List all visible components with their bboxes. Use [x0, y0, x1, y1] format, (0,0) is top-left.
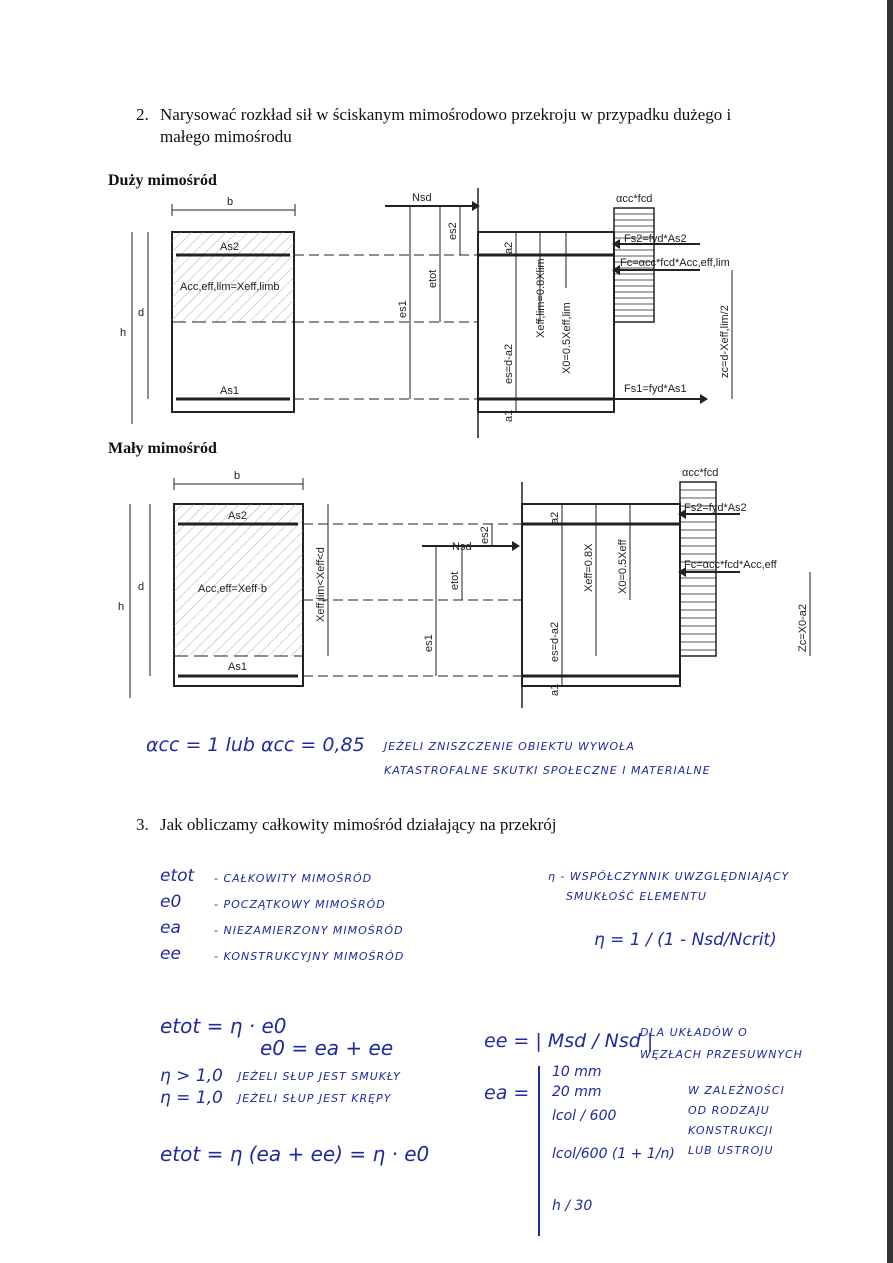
q2-number: 2.	[136, 105, 149, 124]
ea-brace	[538, 1066, 540, 1236]
ea-option-2: 20 mm	[552, 1084, 602, 1100]
legend-e0-sym: e0	[160, 892, 182, 912]
dim-h-2: h	[118, 601, 125, 613]
x0-label-2: X0=0.5Xeff	[617, 539, 629, 594]
ea-note-line3: KONSTRUKCJI	[688, 1124, 774, 1137]
area-label-2: Acc,eff=Xeff·b	[198, 583, 267, 595]
dim-b-2: b	[234, 470, 241, 482]
legend-ee-desc: - KONSTRUKCYJNY MIMOŚRÓD	[214, 950, 405, 963]
etot-full-eq: etot = η (ea + ee) = η · e0	[160, 1142, 430, 1166]
ee-note-line2: WĘZŁACH PRZESUWNYCH	[640, 1048, 803, 1061]
a2-label: a2	[503, 241, 515, 254]
page-scan-edge	[887, 0, 893, 1263]
etot-label: etot	[427, 269, 439, 288]
as1-label-2: As1	[228, 661, 247, 673]
q2-text-line1: Narysować rozkład sił w ściskanym mimośrodowo przekroju w przypadku dużego i	[160, 105, 732, 124]
legend-e0-desc: - POCZĄTKOWY MIMOŚRÓD	[214, 898, 386, 911]
fc-label-2: Fc=αcc*fcd*Acc,eff	[684, 559, 777, 571]
as2-label: As2	[220, 241, 239, 253]
zc-label: zc=d-Xeff,lim/2	[719, 305, 731, 378]
q2-text-line2: małego mimośrodu	[160, 127, 292, 146]
eta-def-line2: SMUKŁOŚĆ ELEMENTU	[566, 890, 707, 903]
a1-label-2: a1	[549, 683, 561, 696]
eta-gt: η > 1,0	[160, 1066, 223, 1086]
ea-option-3: lcol / 600	[552, 1108, 617, 1124]
alfa-label: αcc*fcd	[616, 193, 653, 205]
xlim-label: Xeff,lim<Xeff<d	[315, 547, 327, 622]
fc-label: Fc=αcc*fcd*Acc,eff,lim	[620, 257, 730, 269]
section-small-eccentricity: Mały mimośród	[108, 440, 217, 457]
ea-note-line2: OD RODZAJU	[688, 1104, 770, 1117]
q3-number: 3.	[136, 815, 149, 834]
ea-note-line4: LUB USTROJU	[688, 1144, 774, 1157]
fs2-label-2: Fs2=fyd*As2	[684, 502, 747, 514]
legend-ea-sym: ea	[160, 918, 181, 938]
eta-eq: η = 1,0	[160, 1088, 223, 1108]
eta-gt-text: JEŻELI SŁUP JEST SMUKŁY	[238, 1070, 401, 1083]
legend-etot-sym: etot	[160, 866, 195, 886]
etot-eq: etot = η · e0	[160, 1014, 287, 1038]
fs1-label: Fs1=fyd*As1	[624, 383, 687, 395]
etot-label-2: etot	[449, 571, 461, 590]
xeff-label-2: Xeff=0.8X	[583, 543, 595, 592]
dim-h: h	[120, 327, 127, 339]
es-label-2: es=d-a2	[549, 621, 561, 662]
a1-label: a1	[503, 409, 515, 422]
eta-def-line1: η - WSPÓŁCZYNNIK UWZGLĘDNIAJĄCY	[548, 870, 790, 883]
nsd-label-2: Nsd	[452, 541, 472, 553]
es2-label: es2	[447, 222, 459, 240]
alpha-cc-formula: αcc = 1 lub αcc = 0,85	[146, 734, 365, 756]
ea-label: ea =	[484, 1082, 530, 1104]
legend-etot-desc: - CAŁKOWITY MIMOŚRÓD	[214, 872, 373, 885]
legend-ee-sym: ee	[160, 944, 181, 964]
q3-text: Jak obliczamy całkowity mimośród działający na przekrój	[160, 815, 557, 834]
ea-option-4: lcol/600 (1 + 1/n)	[552, 1146, 675, 1162]
es2-label-2: es2	[479, 526, 491, 544]
diagram-small-eccentricity	[100, 462, 809, 712]
alfa-label-2: αcc*fcd	[682, 467, 719, 479]
a2-label-2: a2	[549, 511, 561, 524]
es1-label: es1	[397, 300, 409, 318]
es-label: es=d-a2	[503, 343, 515, 384]
as2-label-2: As2	[228, 510, 247, 522]
ea-option-5: h / 30	[552, 1198, 593, 1214]
x0-label: X0=0.5Xeff,lim	[561, 302, 573, 374]
section-large-eccentricity: Duży mimośród	[108, 172, 217, 189]
eta-formula: η = 1 / (1 - Nsd/Ncrit)	[594, 930, 777, 950]
legend-ea-desc: - NIEZAMIERZONY MIMOŚRÓD	[214, 924, 404, 937]
zc-label-2: Zc=X0-a2	[797, 604, 809, 652]
e0-eq: e0 = ea + ee	[260, 1036, 394, 1060]
nsd-label: Nsd	[412, 192, 432, 204]
fs2-label: Fs2=fyd*As2	[624, 233, 687, 245]
ee-note-line1: DLA UKŁADÓW O	[640, 1026, 748, 1039]
ee-eq: ee = | Msd / Nsd |	[484, 1030, 654, 1052]
ea-option-1: 10 mm	[552, 1064, 602, 1080]
eta-eq-text: JEŻELI SŁUP JEST KRĘPY	[238, 1092, 392, 1105]
dim-d-2: d	[138, 581, 145, 593]
es1-label-2: es1	[423, 634, 435, 652]
xeff-label: Xeff,lim=0.8Xlim	[535, 258, 547, 338]
diagram-large-eccentricity	[100, 188, 750, 438]
area-label: Acc,eff,lim=Xeff,limb	[180, 281, 280, 293]
dim-d: d	[138, 307, 145, 319]
ea-note-line1: W ZALEŻNOŚCI	[688, 1084, 785, 1097]
alpha-cc-note-line2: KATASTROFALNE SKUTKI SPOŁECZNE I MATERIALNE	[384, 764, 711, 777]
as1-label: As1	[220, 385, 239, 397]
dim-b: b	[227, 196, 234, 208]
alpha-cc-note-line1: JEŻELI ZNISZCZENIE OBIEKTU WYWOŁA	[384, 740, 635, 753]
